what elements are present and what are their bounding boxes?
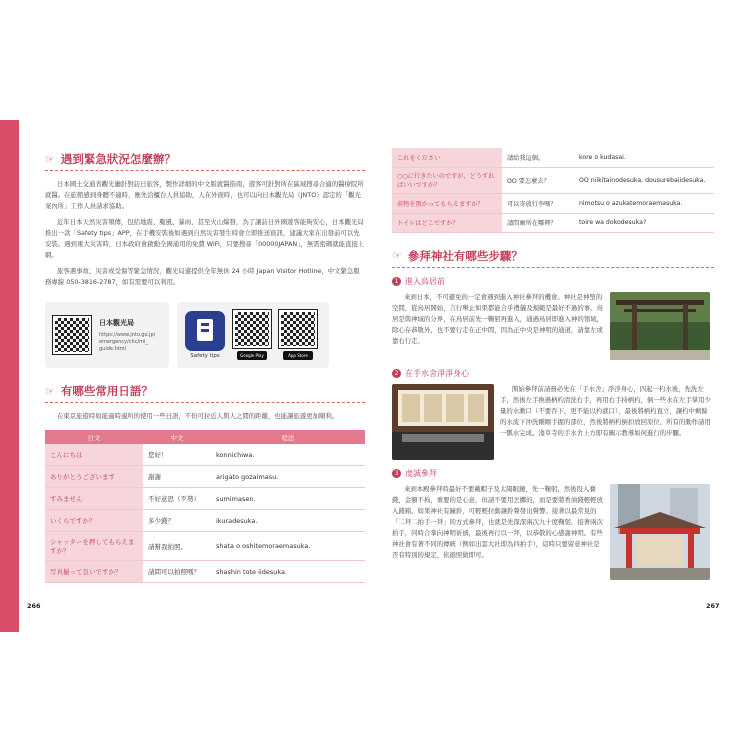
step-number-badge: 3 [392,469,401,478]
left-page [45,148,365,583]
table-row [392,213,714,232]
jnto-card[interactable] [45,302,169,368]
col-header-chinese: 中文 [143,430,211,444]
phrase-chinese: 請給我這個。 [502,148,574,167]
step-number-badge: 2 [392,369,401,378]
step-title: 虔誠參拜 [405,468,437,478]
phrase-japanese: こんにちは [45,444,143,466]
torii-gate-photo [610,292,710,360]
phrase-reading: nimotsu o azukatemoraemasuka. [574,193,714,213]
phrase-chinese: 可以寄放行李嗎？ [502,193,574,213]
table-row [45,561,365,583]
table-row [45,488,365,510]
phrase-reading: ikuradesuka. [211,510,365,532]
phrase-japanese: いくらですか？ [45,510,143,532]
jnto-url-line-2: emergency/chc/mi_ [99,338,148,345]
table-row [45,444,365,466]
step-title: 進入鳥居前 [405,276,445,286]
phrase-japanese: ○○に行きたいのですが、どうすればいいですか？ [392,167,502,193]
phrase-chinese: 請問廁所在哪裡？ [502,213,574,232]
emergency-paragraph-1: 日本國土交通省觀光廳針對訪日旅客，製作詳細的中文版就醫指南，遊客可針對所在區域搜尋合適的醫療院所就醫。在旅館感到身體不適時，應先洽櫃台人員協助，人在外面時，也可以向日本觀光局（JNTO）認定的「觀光案內所」工作人員請求協助。 [45,180,364,210]
phrase-reading: toire wa dokodesuka? [574,213,714,232]
phrase-japanese: 写真撮って良いですか？ [45,561,143,583]
page-number-right: 267 [706,602,720,610]
phrase-japanese: これをください [392,148,502,167]
safety-tips-app-icon [185,311,225,351]
safety-tips-card[interactable] [177,302,329,368]
android-qr-code-icon [233,310,271,348]
safety-tips-label: Safety tips [190,353,220,359]
right-page [392,148,714,580]
emergency-heading [45,148,365,171]
pointing-hand-icon: ☞ [392,249,402,262]
phrase-chinese: OO 要怎麼去？ [502,167,574,193]
table-row [45,510,365,532]
phrase-japanese: ありがとうございます [45,466,143,488]
phrase-chinese: 您好！ [143,444,211,466]
table-row [45,466,365,488]
japanese-phrases-heading [45,380,365,403]
emergency-heading-text: 遇到緊急狀況怎麼辦？ [60,152,176,166]
phrase-chinese: 多少錢？ [143,510,211,532]
phrase-chinese: 不好意思（歹勢） [143,488,211,510]
step-1-text: 來到日本，不可避免的一定會遇到進入神社參拜的機會。神社是神聖的空間，從鳥居開始，言行舉止如果都能合乎禮儀及規範是最好不過的事。鳥居是與神域的分界，在鳥居前先一鞠躬再進入，通過鳥居即進入神的領域，除心存恭敬外，也不要行走在正中間，因為正中央是神明的通道，請靠左或靠右行走。 [392,292,603,345]
table-row [392,148,714,167]
resource-cards [45,302,365,368]
phrase-chinese: 請幫我拍照。 [143,532,211,561]
step-title: 在手水舍淨淨身心 [405,368,469,378]
step-2-text: 開始參拜前請務必先在「手水舍」淨淨身心，四起一杓水後，先洗左手，然後左手換過柄杓清洗右手，再用右手持柄杓，倒一些水在左手掌用少量的水漱口（不要吞下，更不能以杓就口），最後將柄杓直立，讓杓中剩餘的水流下沖洗剛剛手握的部位，然後將柄杓倒扣放回原位，所有的動作請用一瓢水完成。淺草寺的手水舍上方即有圖示教導如何進行的步驟。 [500,384,711,437]
app-store-badge[interactable]: App Store [283,351,313,360]
step-3-heading [392,468,714,479]
jnto-qr-code-icon [53,316,91,354]
phrase-japanese: 荷物を預かってもらえますか？ [392,193,502,213]
phrase-japanese: すみません [45,488,143,510]
temizuya-photo [392,384,494,460]
emergency-paragraph-2: 近年日本天然災害頻傳，包括地震、颱風、暴雨，甚至火山爆發，為了讓訪日外國遊客能夠安心，日本觀光局推出一款「Safety tips」APP，在手機安裝後如遇到自然災害發生時會立即推送資訊，建議大家在出發前可以先安裝。遇到重大災害時，日本政府會啟動全國通用的免費 WiFi，只要搜尋「00000JAPAN」，無需密碼就能直接上網。 [45,218,365,259]
jnto-url-line-3: guide.html [99,345,126,352]
step-3-text: 來到本殿參拜時最好不要戴帽子及太陽眼鏡，先一鞠躬，然後投入賽錢，金額不拘，重要的是心意，但請不要用丟擲的，而是要將香油錢輕輕放入錢箱。如果神社有鐘鈴，可輕輕拉動讓鈴聲發出聲響。接著以最常見的「二拜二拍手一拜」的方式參拜，也就是先深深兩次九十度鞠躬，接著兩次拍手，同時合掌向神明祈禱，最後再行以一拜，以恭敬的心感謝神明。有些神社會有著不同的傳統（例如出雲大社即為四拍手），這時只要留意神社是否有特別的規定，依循照做即可。 [392,484,603,559]
phrase-japanese: シャッターを押してもらえますか？ [45,532,143,561]
shrine-hall-photo [610,484,710,580]
step-number-badge: 1 [392,277,401,286]
emergency-paragraph-3: 旅客遇事故、災害或受傷等緊急情況，觀光局還提供全年無休 24 小時 Japan Visitor Hotline，中文緊急服務專線 050-3816-2787，如有需要可以利用。 [45,267,360,286]
page-number-left: 266 [27,602,41,610]
phrase-reading: OO niikitainodesuka, dousurebaiidesuka. [574,167,714,193]
phrase-reading: shashin tote iidesuka. [211,561,365,583]
shrine-steps-heading [392,245,714,268]
phrase-chinese: 請問可以拍照嗎？ [143,561,211,583]
step-2-heading [392,368,714,379]
google-play-badge[interactable]: Google Play [237,351,267,360]
phrase-chinese: 謝謝 [143,466,211,488]
phrase-reading: konnichiwa. [211,444,365,466]
phrase-japanese: トイレはどこですか？ [392,213,502,232]
pointing-hand-icon: ☞ [45,384,55,398]
jnto-name: 日本觀光局 [99,318,134,327]
phrase-reading: arigato gozaimasu. [211,466,365,488]
phrase-table-left [45,430,365,583]
phrase-reading: sumimasen. [211,488,365,510]
page-edge-tab [0,120,19,632]
col-header-japanese: 日文 [45,430,143,444]
phrase-reading: shata o oshitemoraemasuka. [211,532,365,561]
jnto-url-line-1: https://www.jnto.go.jp/ [99,331,156,338]
ios-qr-code-icon [279,310,317,348]
shrine-steps-heading-text: 參拜神社有哪些步驟？ [407,248,523,263]
phrase-table-header [45,430,365,444]
phrase-reading: kore o kudasai. [574,148,714,167]
pointing-hand-icon: ☞ [45,152,55,166]
japanese-phrases-heading-text: 有哪些常用日語？ [60,384,153,398]
table-row [45,532,365,561]
step-1-heading [392,276,714,287]
phrase-table-right [392,148,714,233]
phrases-intro: 在東京旅遊時如能適時適所的使用一些日語，不但可拉近人與人之間的距離，也能讓旅遊更加順利。 [57,412,339,420]
table-row [392,167,714,193]
table-row [392,193,714,213]
col-header-reading: 唸法 [211,430,365,444]
